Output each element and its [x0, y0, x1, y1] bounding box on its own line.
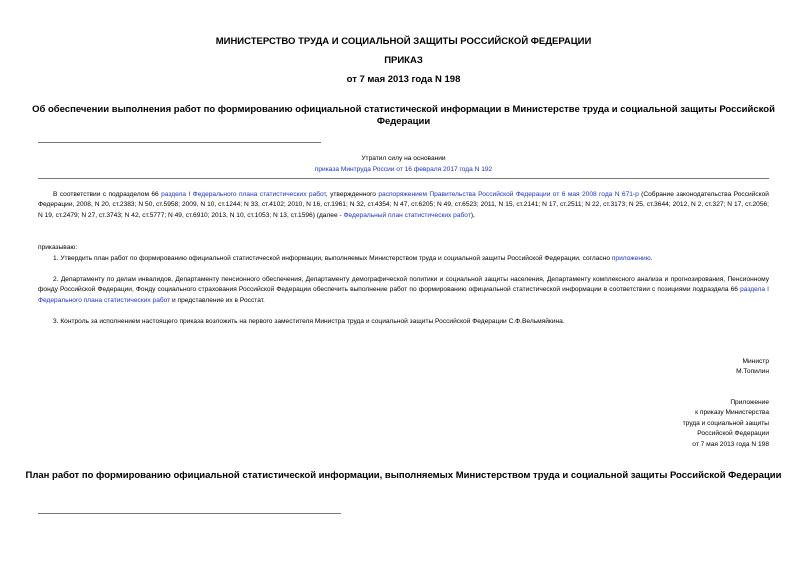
appendix-link[interactable]: приложению	[611, 255, 651, 262]
appendix-block	[683, 398, 769, 450]
appendix-line: к приказу Министерства	[695, 409, 769, 417]
doc-title	[0, 104, 807, 128]
item-1	[38, 254, 769, 264]
appendix-line: от 7 мая 2013 года N 198	[692, 440, 769, 448]
appendix-line: Приложение	[730, 399, 769, 406]
doc-type-heading: ПРИКАЗ	[384, 55, 423, 66]
item-2-text: 2. Департаменту по делам инвалидов, Департаменту пенсионного обеспечения, Департаменту демографической политики и социальной защиты населения, Департаменту комплексного анализа и прогнозирования, Пенсионному фонду Российской Федерации, Фонду социального страхования Российской Федерации обеспечить выполнение работ по формированию официальной статистической информации в соответствии с позициями подраздела 66	[38, 276, 769, 294]
doc-title-line-1: Об обеспечении выполнения работ по формированию официальной статистической информации в Министерстве труда и социальной защиты Российской	[32, 104, 775, 115]
status-link[interactable]: приказа Минтруда России от 16 февраля 2017 года N 192	[314, 165, 493, 173]
item-1-text: 1. Утвердить план работ по формированию официальной статистической информации, выполняемых Министерством труда и социальной защиты Российской Федерации, согласно	[53, 255, 612, 262]
item-2-end: и представление их в Росстат.	[170, 296, 265, 304]
item-2	[38, 275, 769, 306]
doc-title-line-2: Федерации	[376, 116, 431, 127]
appendix-line: Российской Федерации	[697, 430, 769, 438]
signature-block	[736, 357, 769, 378]
status-note	[0, 154, 807, 175]
divider-rule	[38, 513, 341, 514]
appendix-line: труда и социальной защиты	[682, 419, 769, 427]
item-1-end: .	[650, 255, 653, 262]
divider-rule	[38, 178, 769, 179]
plan-section-link[interactable]: раздела I Федерального плана статистических работ	[161, 191, 326, 198]
intro-text: В соответствии с подразделом 66	[53, 191, 162, 198]
signature-name: М.Топилин	[736, 368, 769, 376]
intro-text: ),	[470, 211, 475, 219]
item-3: 3. Контроль за исполнением настоящего приказа возложить на первого заместителя Министра труда и социальной защиты Российской Федерации С.Ф.Вельмяйкина.	[53, 318, 565, 325]
intro-text: , утвержденного	[325, 191, 379, 198]
plan-section-link-2[interactable]: раздела I Федерального плана статистических работ	[38, 286, 769, 304]
federal-plan-link[interactable]: Федеральный план статистических работ	[343, 211, 471, 219]
order-word: приказываю:	[38, 244, 78, 251]
signature-role: Министр	[742, 358, 769, 365]
intro-text: (Собрание законодательства Российской Федерации, 2008, N 20, ст.2383; N 50, ст.5958; 2009, N 10, ст.1244; N 33, ст.4102; 2010, N 16, ст.1961; N 32, ст.4354; N 47, ст.6205; N 49, ст.6523; 2011, N 15, ст.2141; N 17, ст.2511; N 22, ст.3173; N 25, ст.3644; 2012, N 2, ст.327; N 17, ст.2056; N 19, ст.2479; N 27, ст.3743; N 42, ст.5777; N 49, ст.6910; 2013, N 10, ст.1053; N 13, ст.1596) (далее -	[38, 191, 769, 219]
doc-date-heading: от 7 мая 2013 года N 198	[346, 74, 461, 85]
government-order-link[interactable]: распоряжением Правительства Российской Федерации от 6 мая 2008 года N 671-р	[378, 191, 639, 198]
intro-paragraph	[38, 190, 769, 221]
plan-title: План работ по формированию официальной статистической информации, выполняемых Министерством труда и социальной защиты Российской Федерации	[25, 470, 782, 481]
status-line: Утратил силу на основании	[361, 155, 446, 162]
divider-rule	[38, 142, 321, 143]
ministry-heading: МИНИСТЕРСТВО ТРУДА И СОЦИАЛЬНОЙ ЗАЩИТЫ РОССИЙСКОЙ ФЕДЕРАЦИИ	[215, 36, 592, 47]
